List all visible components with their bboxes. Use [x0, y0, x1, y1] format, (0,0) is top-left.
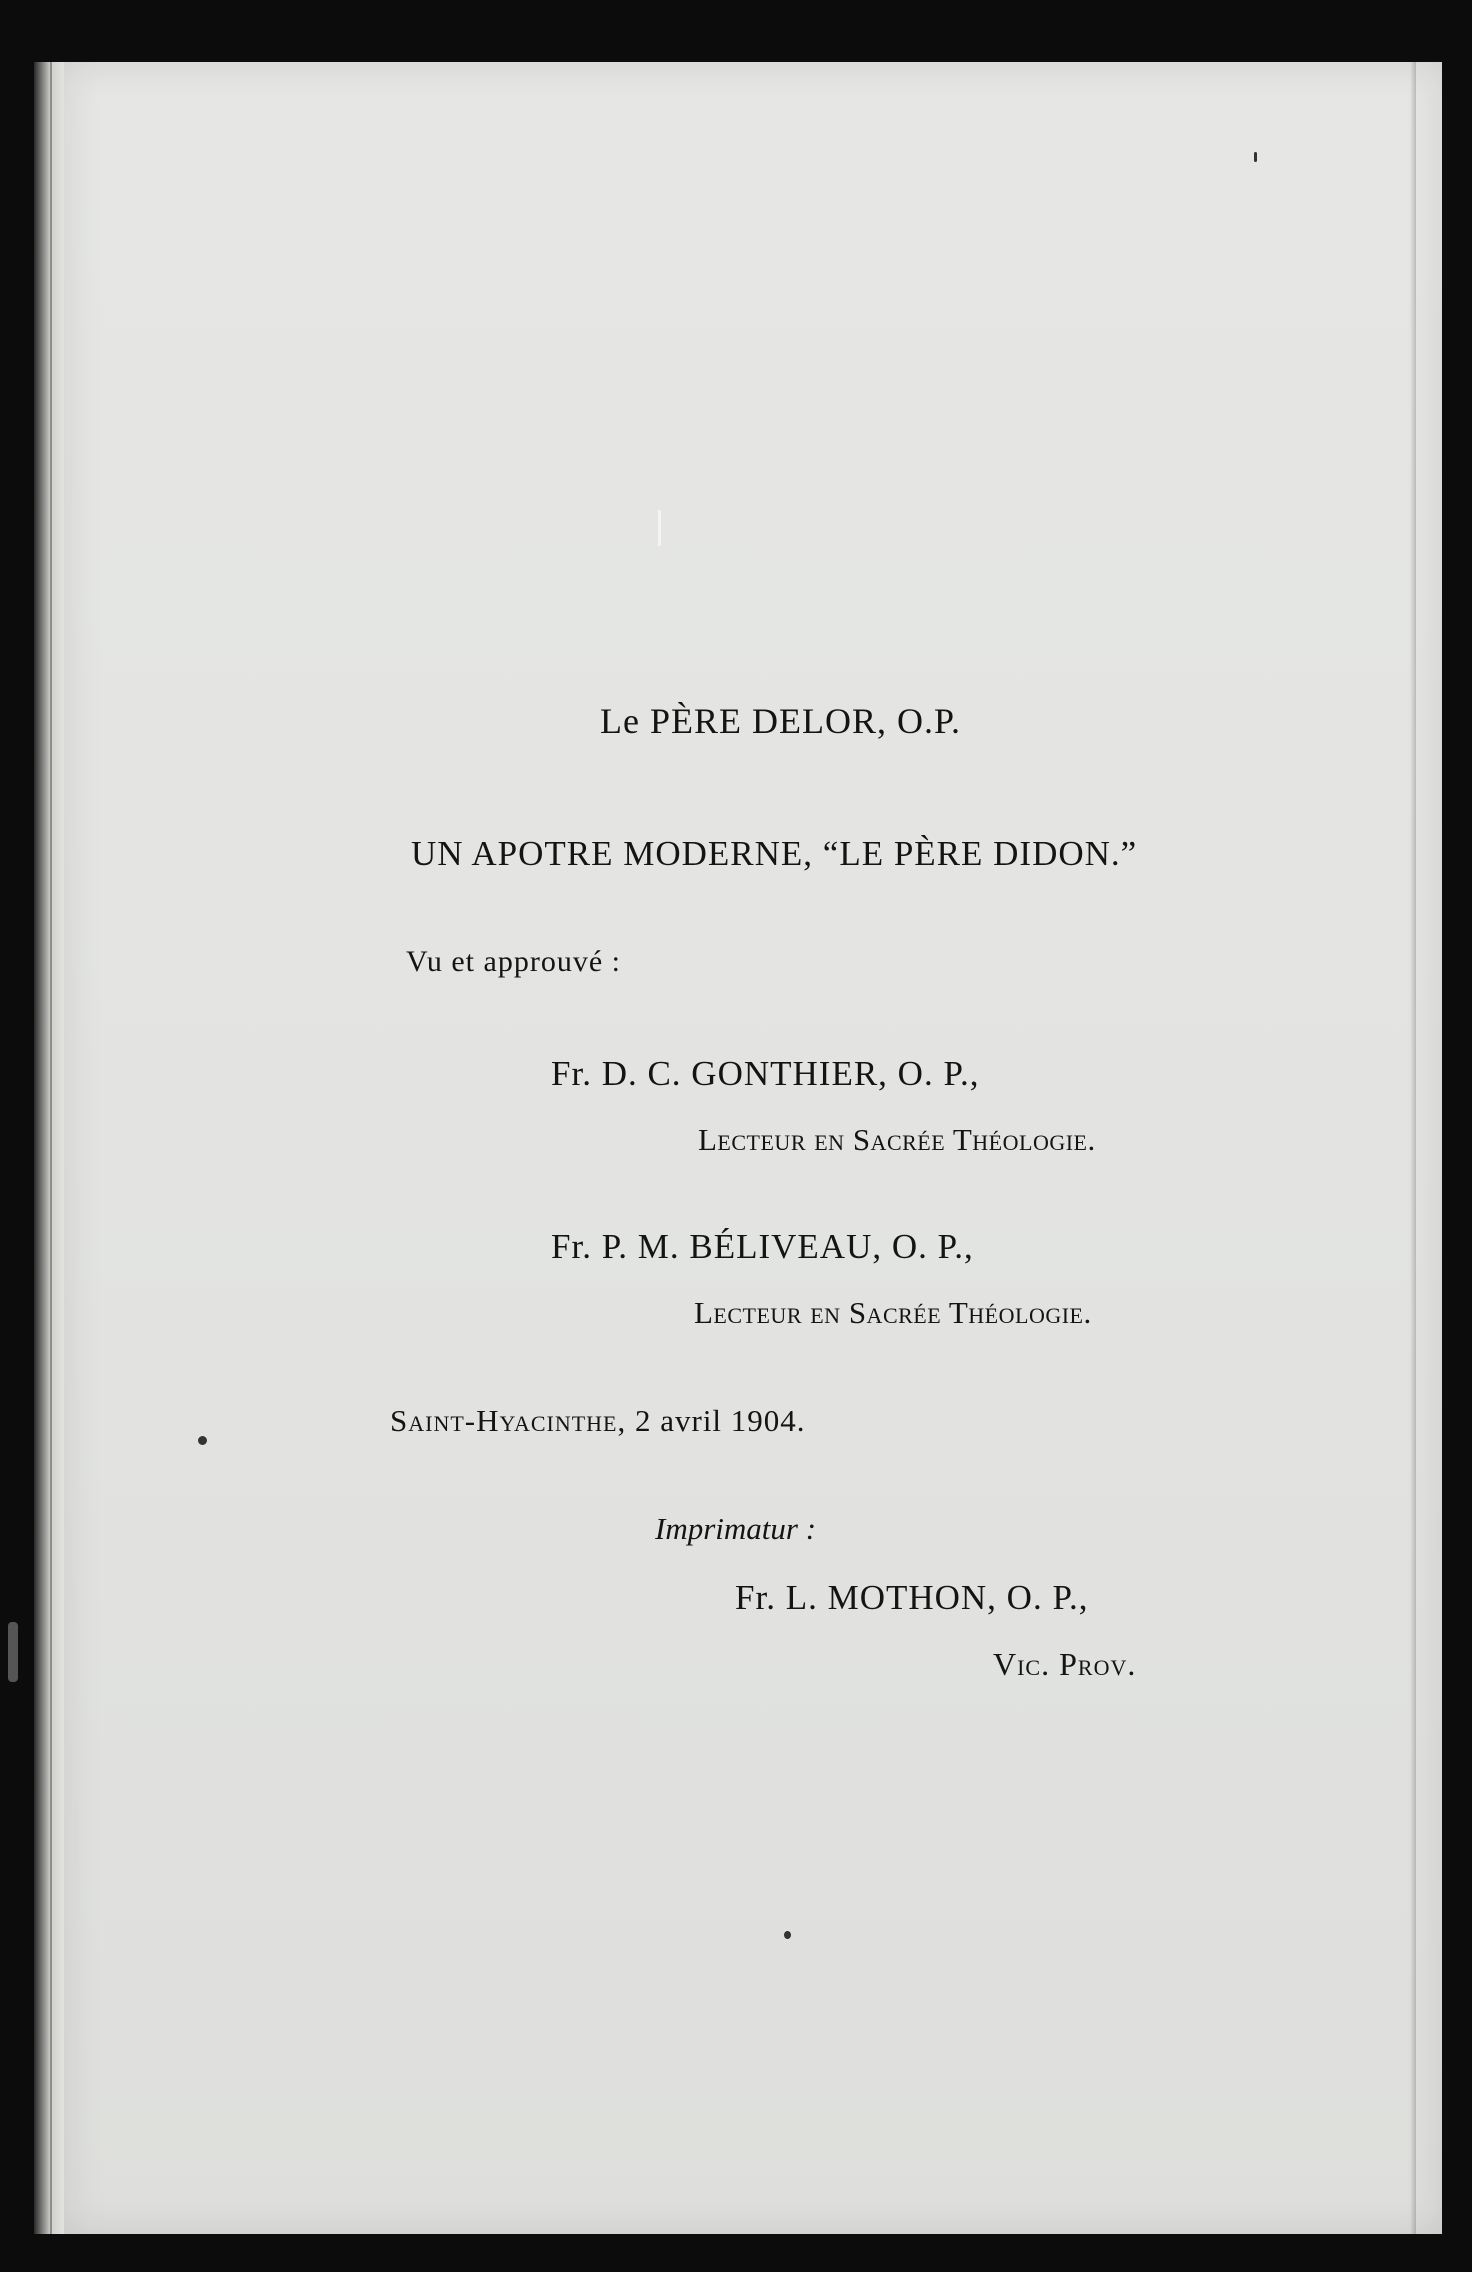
- speck: [198, 1436, 207, 1445]
- speck: [658, 510, 661, 546]
- censor-1-name: Fr. D. C. GONTHIER, O. P.,: [551, 1054, 980, 1093]
- censor-2-role: Lecteur en Sacrée Théologie.: [694, 1295, 1092, 1330]
- imprimatur-label: Imprimatur :: [655, 1511, 817, 1546]
- speck: [8, 1622, 18, 1682]
- speck: [1254, 152, 1257, 162]
- gutter-fold-line: [50, 62, 52, 2234]
- censor-2-name: Fr. P. M. BÉLIVEAU, O. P.,: [551, 1227, 974, 1266]
- place-name: Saint-Hyacinthe,: [390, 1403, 627, 1438]
- author-line: Le PÈRE DELOR, O.P.: [600, 701, 961, 741]
- imprimatur-name: Fr. L. MOTHON, O. P.,: [735, 1578, 1089, 1617]
- place-date-line: [390, 1403, 806, 1439]
- date-text: 2 avril 1904.: [634, 1403, 806, 1438]
- page-right-edge: [1410, 62, 1416, 2234]
- book-title-line: UN APOTRE MODERNE, “LE PÈRE DIDON.”: [411, 834, 1138, 873]
- book-gutter: [34, 62, 64, 2234]
- approval-heading: Vu et approuvé :: [406, 945, 621, 978]
- censor-1-role: Lecteur en Sacrée Théologie.: [698, 1122, 1096, 1157]
- imprimatur-title: Vic. Prov.: [993, 1646, 1137, 1682]
- speck: [784, 1931, 791, 1939]
